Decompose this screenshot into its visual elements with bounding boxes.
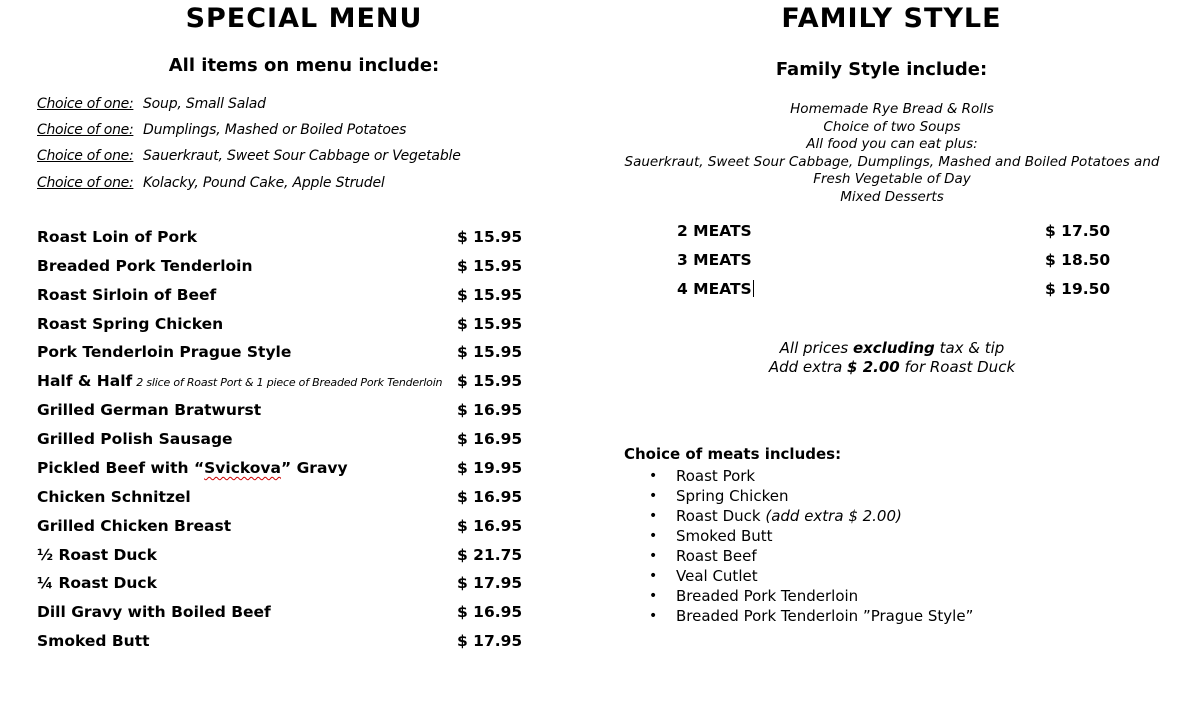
menu-item-price: $ 16.95 — [457, 517, 523, 535]
menu-item-name: Grilled German Bratwurst — [37, 401, 262, 419]
menu-item-price: $ 15.95 — [457, 228, 523, 246]
menu-item-price: $ 21.75 — [457, 546, 523, 564]
menu-item-price: $ 17.95 — [457, 574, 523, 592]
menu-item — [37, 517, 523, 545]
price-note-line — [620, 339, 1164, 358]
menu-item — [37, 257, 523, 285]
menu-item-name-part: ” Gravy — [281, 459, 348, 477]
bullet-icon: • — [649, 468, 658, 484]
menu-item — [37, 228, 523, 256]
note-emphasis: $ 2.00 — [847, 358, 900, 376]
menu-item-price: $ 15.95 — [457, 315, 523, 333]
meat-option-price: $ 19.50 — [1045, 280, 1111, 298]
menu-item-name-with-note — [37, 372, 442, 390]
menu-item — [37, 315, 523, 343]
includes-line: Sauerkraut, Sweet Sour Cabbage, Dumplings, Mashed and Boiled Potatoes and — [624, 153, 1160, 170]
list-item-text: Roast Pork — [676, 467, 756, 485]
includes-line: Mixed Desserts — [840, 188, 944, 205]
menu-item-name-part: Pickled Beef with “ — [37, 459, 205, 477]
meat-option-label — [677, 280, 754, 298]
list-item-extra: (add extra $ 2.00) — [765, 507, 902, 525]
menu-item-name: Half & Half — [37, 372, 133, 390]
family-style-subtitle: Family Style include: — [775, 59, 988, 80]
bullet-icon: • — [649, 608, 658, 624]
menu-item-note: 2 slice of Roast Port & 1 piece of Breaded Pork Tenderloin — [136, 376, 443, 389]
meat-option-label: 2 MEATS — [677, 222, 752, 240]
menu-item — [37, 343, 523, 371]
menu-item-name: Dill Gravy with Boiled Beef — [37, 603, 271, 621]
list-item-text: Breaded Pork Tenderloin — [676, 587, 859, 605]
menu-item — [37, 574, 523, 602]
price-note-line — [620, 358, 1164, 377]
includes-line: Homemade Rye Bread & Rolls — [790, 101, 994, 117]
menu-item-name: Breaded Pork Tenderloin — [37, 257, 253, 275]
choice-label: Choice of one: — [37, 96, 134, 112]
price-notes — [620, 339, 1164, 377]
list-item — [624, 546, 973, 566]
menu-item-name: Grilled Chicken Breast — [37, 517, 232, 535]
spellcheck-word: Svickova — [204, 459, 281, 477]
list-item — [624, 586, 973, 606]
list-item — [624, 506, 973, 526]
bullet-icon: • — [649, 568, 658, 584]
choice-text: Sauerkraut, Sweet Sour Cabbage or Vegetable — [143, 148, 461, 164]
bullet-icon: • — [649, 508, 658, 524]
choice-text: Soup, Small Salad — [143, 96, 266, 112]
menu-item-name: Roast Spring Chicken — [37, 315, 224, 333]
meat-option-price: $ 18.50 — [1045, 251, 1111, 269]
list-item — [624, 486, 973, 506]
choice-text: Kolacky, Pound Cake, Apple Strudel — [143, 175, 385, 191]
list-item — [624, 466, 973, 486]
menu-item-price: $ 15.95 — [457, 257, 523, 275]
menu-item-name: Chicken Schnitzel — [37, 488, 191, 506]
meat-option-price: $ 17.50 — [1045, 222, 1111, 240]
meat-option-row — [677, 251, 1111, 277]
choice-meats-heading: Choice of meats includes: — [624, 445, 842, 463]
menu-item-name: Roast Loin of Pork — [37, 228, 198, 246]
menu-item-price: $ 16.95 — [457, 401, 523, 419]
choice-label: Choice of one: — [37, 148, 134, 164]
menu-item-name: ¼ Roast Duck — [37, 574, 157, 592]
menu-item-price: $ 15.95 — [457, 286, 523, 304]
list-item-text: Spring Chicken — [676, 487, 789, 505]
includes-line: Fresh Vegetable of Day — [813, 171, 971, 187]
bullet-icon: • — [649, 528, 658, 544]
menu-item-name: Pork Tenderloin Prague Style — [37, 343, 292, 361]
menu-item — [37, 430, 523, 458]
meat-option-row — [677, 222, 1111, 248]
special-menu-title: SPECIAL MENU — [185, 3, 423, 34]
menu-item — [37, 372, 523, 400]
bullet-icon: • — [649, 588, 658, 604]
meat-option-label: 3 MEATS — [677, 251, 752, 269]
menu-item-name: Smoked Butt — [37, 632, 150, 650]
list-item-text: Roast Beef — [676, 547, 757, 565]
list-item — [624, 566, 973, 586]
menu-item-price: $ 15.95 — [457, 343, 523, 361]
menu-item-price: $ 15.95 — [457, 372, 523, 390]
menu-item-price: $ 17.95 — [457, 632, 523, 650]
meat-option-row — [677, 280, 1111, 306]
menu-item-name: ½ Roast Duck — [37, 546, 157, 564]
note-text: All prices — [779, 339, 853, 357]
list-item — [624, 606, 973, 626]
choice-label: Choice of one: — [37, 175, 134, 191]
meat-option-label-text: 4 MEATS — [677, 280, 752, 298]
includes-line: Choice of two Soups — [823, 118, 961, 135]
menu-item-price: $ 16.95 — [457, 488, 523, 506]
text-cursor-icon — [753, 280, 754, 297]
menu-item — [37, 401, 523, 429]
bullet-icon: • — [649, 548, 658, 564]
choice-meats-list — [624, 466, 973, 626]
menu-item — [37, 459, 523, 487]
menu-item-name-composite — [37, 459, 348, 477]
special-menu-subtitle: All items on menu include: — [168, 55, 440, 76]
choice-text: Dumplings, Mashed or Boiled Potatoes — [143, 122, 407, 138]
choice-label: Choice of one: — [37, 122, 134, 138]
list-item-text: Breaded Pork Tenderloin ”Prague Style” — [676, 607, 974, 625]
menu-item-price: $ 19.95 — [457, 459, 523, 477]
menu-item-price: $ 16.95 — [457, 603, 523, 621]
bullet-icon: • — [649, 488, 658, 504]
note-emphasis: excluding — [852, 339, 935, 357]
list-item — [624, 526, 973, 546]
menu-item-price: $ 16.95 — [457, 430, 523, 448]
menu-item — [37, 286, 523, 314]
menu-item — [37, 488, 523, 516]
includes-line: All food you can eat plus: — [806, 136, 978, 152]
menu-item-name: Grilled Polish Sausage — [37, 430, 233, 448]
list-item-text: Roast Duck — [676, 507, 766, 525]
menu-item — [37, 603, 523, 631]
note-text: for Roast Duck — [899, 358, 1016, 376]
family-includes — [620, 101, 1164, 206]
note-text: Add extra — [768, 358, 848, 376]
list-item-text: Smoked Butt — [676, 527, 773, 545]
list-item-text: Veal Cutlet — [676, 567, 758, 585]
family-style-title: FAMILY STYLE — [781, 3, 1002, 34]
menu-item — [37, 632, 523, 660]
note-text: tax & tip — [934, 339, 1005, 357]
menu-item-name: Roast Sirloin of Beef — [37, 286, 217, 304]
menu-item — [37, 546, 523, 574]
